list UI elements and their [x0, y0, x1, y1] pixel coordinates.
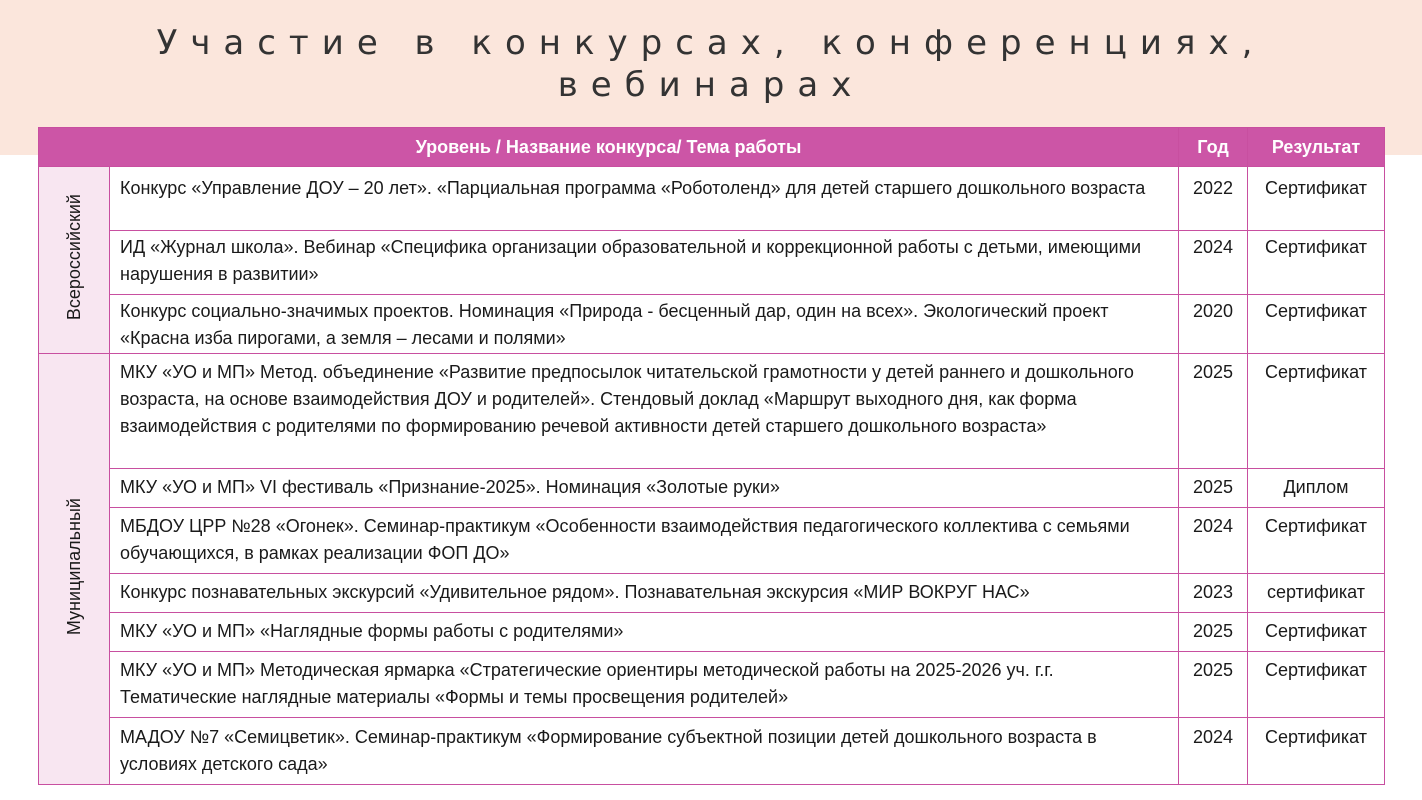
table-row: [39, 613, 1385, 652]
row-result: Сертификат: [1248, 167, 1385, 231]
header-result: Результат: [1248, 128, 1385, 167]
table-row: [39, 652, 1385, 718]
row-result: Сертификат: [1248, 231, 1385, 295]
table-header-row: [39, 128, 1385, 167]
row-description: Конкурс познавательных экскурсий «Удивительное рядом». Познавательная экскурсия «МИР ВОКРУГ НАС»: [110, 574, 1179, 613]
level-cell-all-russian: [39, 167, 110, 354]
header-year: Год: [1179, 128, 1248, 167]
row-description: МБДОУ ЦРР №28 «Огонек». Семинар-практикум «Особенности взаимодействия педагогического коллектива с семьями обучающихся, в рамках реализации ФОП ДО»: [110, 508, 1179, 574]
row-year: 2025: [1179, 354, 1248, 469]
page-title: [0, 22, 1422, 106]
table-row: [39, 574, 1385, 613]
row-result: сертификат: [1248, 574, 1385, 613]
page-title-line-1: Участие в конкурсах, конференциях,: [156, 23, 1266, 63]
table-row: [39, 508, 1385, 574]
participation-table: [38, 127, 1385, 785]
row-description: Конкурс «Управление ДОУ – 20 лет». «Парциальная программа «Роботоленд» для детей старшего дошкольного возраста: [110, 167, 1179, 231]
row-result: Сертификат: [1248, 613, 1385, 652]
table-row: [39, 469, 1385, 508]
row-description: ИД «Журнал школа». Вебинар «Специфика организации образовательной и коррекционной работы с детьми, имеющими нарушения в развитии»: [110, 231, 1179, 295]
row-result: Сертификат: [1248, 508, 1385, 574]
row-description: МКУ «УО и МП» Метод. объединение «Развитие предпосылок читательской грамотности у детей раннего и дошкольного возраста, на основе взаимодействия ДОУ и родителей». Стендовый доклад «Маршрут выходного дня, как форма взаимодействия с родителями по формированию речевой активности детей старшего дошкольного возраста»: [110, 354, 1179, 469]
table-row: [39, 295, 1385, 354]
level-cell-municipal: [39, 354, 110, 785]
row-year: 2024: [1179, 718, 1248, 785]
row-year: 2020: [1179, 295, 1248, 354]
row-description: МКУ «УО и МП» Методическая ярмарка «Стратегические ориентиры методической работы на 2025-2026 уч. г.г. Тематические наглядные материалы «Формы и темы просвещения родителей»: [110, 652, 1179, 718]
table-row: [39, 167, 1385, 231]
level-label: Всероссийский: [63, 194, 84, 321]
row-year: 2023: [1179, 574, 1248, 613]
row-description: МКУ «УО и МП» «Наглядные формы работы с родителями»: [110, 613, 1179, 652]
level-label: Муниципальный: [63, 497, 84, 636]
row-description: МКУ «УО и МП» VI фестиваль «Признание-2025». Номинация «Золотые руки»: [110, 469, 1179, 508]
table-row: [39, 354, 1385, 469]
row-year: 2024: [1179, 231, 1248, 295]
table-row: [39, 718, 1385, 785]
row-year: 2022: [1179, 167, 1248, 231]
header-name: Уровень / Название конкурса/ Тема работы: [39, 128, 1179, 167]
row-result: Сертификат: [1248, 652, 1385, 718]
row-year: 2025: [1179, 469, 1248, 508]
table-row: [39, 231, 1385, 295]
row-year: 2024: [1179, 508, 1248, 574]
row-description: Конкурс социально-значимых проектов. Номинация «Природа - бесценный дар, один на всех». Экологический проект «Красна изба пирогами, а земля – лесами и полями»: [110, 295, 1179, 354]
row-result: Сертификат: [1248, 295, 1385, 354]
row-result: Сертификат: [1248, 718, 1385, 785]
row-year: 2025: [1179, 652, 1248, 718]
row-result: Сертификат: [1248, 354, 1385, 469]
row-result: Диплом: [1248, 469, 1385, 508]
row-description: МАДОУ №7 «Семицветик». Семинар-практикум «Формирование субъектной позиции детей дошкольного возраста в условиях детского сада»: [110, 718, 1179, 785]
row-year: 2025: [1179, 613, 1248, 652]
page-title-line-2: вебинарах: [557, 65, 865, 105]
